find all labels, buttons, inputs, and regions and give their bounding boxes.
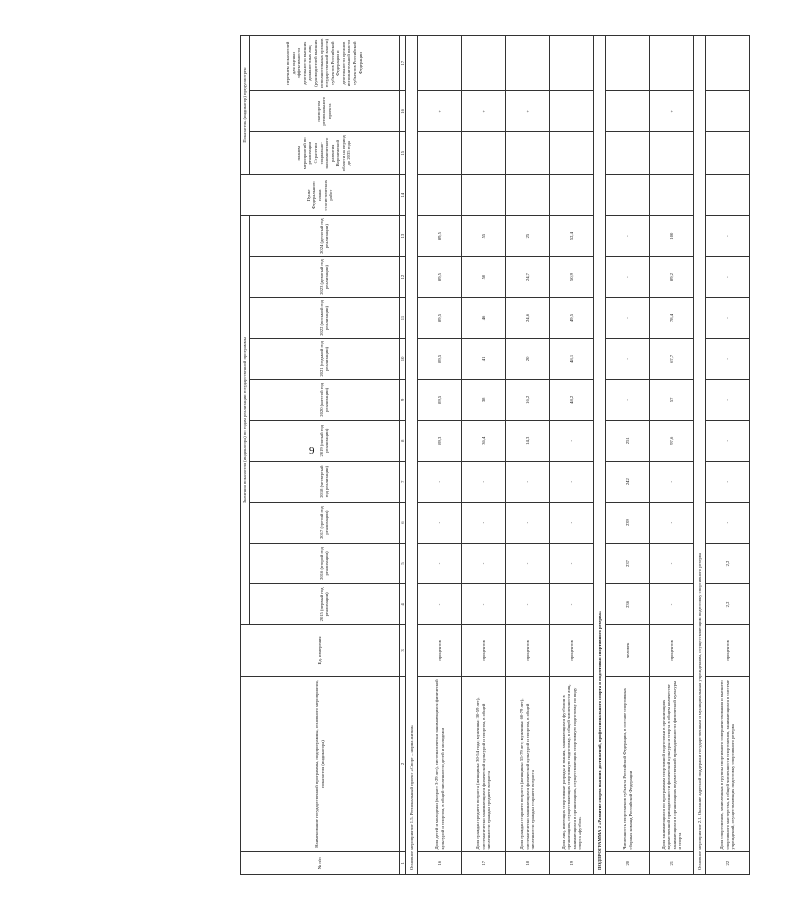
value-cell: - bbox=[706, 502, 750, 543]
value-cell: - bbox=[706, 298, 750, 339]
column-number: 6 bbox=[399, 502, 406, 543]
section-row bbox=[594, 36, 606, 875]
value-cell: 89,2 bbox=[650, 257, 694, 298]
header-year: 2021 (седьмой год реализации) bbox=[249, 338, 399, 379]
ind-plan-cell bbox=[650, 132, 694, 175]
value-cell: 38 bbox=[462, 379, 506, 420]
row-number: 19 bbox=[550, 852, 594, 875]
header-year: 2022 (восьмой год реализации) bbox=[249, 298, 399, 339]
column-number: 7 bbox=[399, 461, 406, 502]
unit-cell: процентов bbox=[506, 625, 550, 676]
unit-cell: процентов bbox=[418, 625, 462, 676]
header-year: 2016 (второй год реализации) bbox=[249, 543, 399, 584]
column-number: 11 bbox=[399, 298, 406, 339]
header-year: 2015 (первый год реализации) bbox=[249, 584, 399, 625]
value-cell: 2,2 bbox=[706, 584, 750, 625]
indicator-name: Доля граждан среднего возраста (женщины: 30-54 года; мужчины: 30-59 лет), систематически занимающихся физической культурой и спортом, в общей численности граждан среднего возраста bbox=[462, 676, 506, 852]
unit-cell: процентов bbox=[706, 625, 750, 676]
table-row bbox=[706, 36, 750, 875]
value-cell: 46 bbox=[462, 298, 506, 339]
ind-evaluation-cell bbox=[550, 36, 594, 91]
stat-work-cell bbox=[650, 175, 694, 216]
column-numbers-row bbox=[399, 36, 406, 875]
header-year: 2018 (четвертый год реализации) bbox=[249, 461, 399, 502]
value-cell: - bbox=[706, 461, 750, 502]
value-cell: - bbox=[606, 379, 650, 420]
value-cell: - bbox=[606, 216, 650, 257]
table-row bbox=[650, 36, 694, 875]
value-cell: 251 bbox=[606, 420, 650, 461]
ind-project-cell: + bbox=[506, 91, 550, 132]
table-row bbox=[462, 36, 506, 875]
header-year: 2019 (пятый год реализации) bbox=[249, 420, 399, 461]
ind-project-cell: + bbox=[418, 91, 462, 132]
value-cell: - bbox=[706, 216, 750, 257]
header-stat-work: Пункт Федерального плана статистических работ bbox=[241, 175, 400, 216]
ind-evaluation-cell bbox=[650, 36, 694, 91]
header-ind-evaluation: перечнем показателей для оценки эффективности деятельности высших должностных лиц (руководителей высших исполнительных органов государственной власти) субъектов Российской Федерации и деятельности органов исполнительной власти субъектов Российской Федерации bbox=[249, 36, 399, 91]
column-number: 3 bbox=[399, 625, 406, 676]
value-cell: - bbox=[650, 502, 694, 543]
value-cell: - bbox=[418, 461, 462, 502]
value-cell: 50,9 bbox=[550, 257, 594, 298]
header-ind-project: паспортом регионального проекта bbox=[249, 91, 399, 132]
section-row bbox=[694, 36, 706, 875]
stat-work-cell bbox=[418, 175, 462, 216]
value-cell: - bbox=[650, 461, 694, 502]
value-cell: - bbox=[462, 461, 506, 502]
value-cell: - bbox=[418, 584, 462, 625]
value-cell: - bbox=[418, 502, 462, 543]
stat-work-cell bbox=[706, 175, 750, 216]
value-cell: 52,4 bbox=[550, 216, 594, 257]
table-body bbox=[406, 36, 750, 875]
column-number: 5 bbox=[399, 543, 406, 584]
column-number: 4 bbox=[399, 584, 406, 625]
value-cell: 24,7 bbox=[506, 257, 550, 298]
row-number: 18 bbox=[506, 852, 550, 875]
unit-cell: процентов bbox=[650, 625, 694, 676]
row-number: 20 bbox=[606, 852, 650, 875]
column-number: 14 bbox=[399, 175, 406, 216]
table-row bbox=[418, 36, 462, 875]
table-row bbox=[606, 36, 650, 875]
value-cell: - bbox=[606, 257, 650, 298]
value-cell: - bbox=[706, 420, 750, 461]
value-cell: 16,2 bbox=[506, 379, 550, 420]
value-cell: 89,5 bbox=[418, 298, 462, 339]
ind-plan-cell bbox=[462, 132, 506, 175]
header-values-group: Значения показателя (индикатора) по годам реализации государственной программы bbox=[241, 216, 250, 625]
value-cell: 97,6 bbox=[650, 420, 694, 461]
column-number: 12 bbox=[399, 257, 406, 298]
column-number: 13 bbox=[399, 216, 406, 257]
header-indicator-group: Показатель (индикатор) предусмотрен bbox=[241, 36, 250, 175]
ind-project-cell bbox=[550, 91, 594, 132]
rotated-table-container bbox=[240, 35, 800, 875]
row-number: 16 bbox=[418, 852, 462, 875]
value-cell: - bbox=[550, 502, 594, 543]
ind-evaluation-cell bbox=[506, 36, 550, 91]
indicator-name: Численность спортсменов субъекта Российской Федерации, в составе спортивных сборных команд Российской Федерации bbox=[606, 676, 650, 852]
value-cell: - bbox=[462, 543, 506, 584]
value-cell: - bbox=[506, 502, 550, 543]
ind-project-cell bbox=[606, 91, 650, 132]
unit-cell: процентов bbox=[462, 625, 506, 676]
ind-plan-cell bbox=[706, 132, 750, 175]
header-unit: Ед. измерения bbox=[241, 625, 400, 676]
ind-plan-cell bbox=[418, 132, 462, 175]
value-cell: 50 bbox=[462, 257, 506, 298]
indicator-name: Доля спортсменов, зачисленных в группы спортивного совершенствования и высшего спортивного мастерства, в общей численности спортсменов, занимающихся в системе учреждений, осуществляющих подготовку спортивного резерва bbox=[706, 676, 750, 852]
ind-evaluation-cell bbox=[606, 36, 650, 91]
value-cell: 24,6 bbox=[506, 298, 550, 339]
value-cell: 89,5 bbox=[418, 338, 462, 379]
row-number: 22 bbox=[706, 852, 750, 875]
value-cell: 36,4 bbox=[462, 420, 506, 461]
ind-project-cell: + bbox=[650, 91, 694, 132]
value-cell: - bbox=[650, 543, 694, 584]
value-cell: 239 bbox=[606, 502, 650, 543]
value-cell: 89,5 bbox=[418, 257, 462, 298]
value-cell: 20 bbox=[506, 338, 550, 379]
value-cell: 237 bbox=[606, 543, 650, 584]
indicators-table bbox=[240, 35, 750, 875]
value-cell: - bbox=[506, 543, 550, 584]
value-cell: - bbox=[506, 461, 550, 502]
value-cell: 2,2 bbox=[706, 543, 750, 584]
value-cell: 89,5 bbox=[418, 379, 462, 420]
section-title: Основное мероприятие 2.1. Оказание адресной поддержки государственным и муниципальным учреждениям, осуществляющим подготовку спортивного резерва bbox=[694, 36, 706, 875]
value-cell: - bbox=[550, 543, 594, 584]
table-row bbox=[550, 36, 594, 875]
value-cell: 89,5 bbox=[418, 216, 462, 257]
unit-cell: человек bbox=[606, 625, 650, 676]
value-cell: 100 bbox=[650, 216, 694, 257]
value-cell: - bbox=[506, 584, 550, 625]
value-cell: - bbox=[650, 584, 694, 625]
column-number: 17 bbox=[399, 36, 406, 91]
column-number: 8 bbox=[399, 420, 406, 461]
column-number: 16 bbox=[399, 91, 406, 132]
value-cell: 78,4 bbox=[650, 298, 694, 339]
page-number: 9 bbox=[309, 445, 315, 457]
value-cell: - bbox=[550, 461, 594, 502]
stat-work-cell bbox=[462, 175, 506, 216]
ind-plan-cell bbox=[606, 132, 650, 175]
ind-plan-cell bbox=[506, 132, 550, 175]
value-cell: 55 bbox=[462, 216, 506, 257]
row-number: 17 bbox=[462, 852, 506, 875]
column-number: 10 bbox=[399, 338, 406, 379]
section-row bbox=[406, 36, 418, 875]
value-cell: - bbox=[462, 502, 506, 543]
value-cell: - bbox=[606, 338, 650, 379]
value-cell: - bbox=[550, 584, 594, 625]
value-cell: - bbox=[706, 379, 750, 420]
ind-evaluation-cell bbox=[418, 36, 462, 91]
column-number: 15 bbox=[399, 132, 406, 175]
value-cell: - bbox=[462, 584, 506, 625]
value-cell: 57 bbox=[650, 379, 694, 420]
value-cell: 25 bbox=[506, 216, 550, 257]
indicator-name: Доля граждан старшего возраста (женщины: 55-79 лет; мужчины: 60-79 лет), систематически занимающихся физической культурой и спортом, в общей численности граждан старшего возраста bbox=[506, 676, 550, 852]
value-cell: 242 bbox=[606, 461, 650, 502]
table-row bbox=[506, 36, 550, 875]
ind-evaluation-cell bbox=[462, 36, 506, 91]
value-cell: - bbox=[550, 420, 594, 461]
stat-work-cell bbox=[606, 175, 650, 216]
column-number: 2 bbox=[399, 676, 406, 852]
stat-work-cell bbox=[506, 175, 550, 216]
header-num: № п/п bbox=[241, 852, 400, 875]
header-year: 2024 (десятый год реализации) bbox=[249, 216, 399, 257]
value-cell: - bbox=[606, 298, 650, 339]
value-cell: 236 bbox=[606, 584, 650, 625]
value-cell: - bbox=[418, 543, 462, 584]
ind-project-cell bbox=[706, 91, 750, 132]
header-year: 2023 (девятый год реализации) bbox=[249, 257, 399, 298]
header-year: 2020 (шестой год реализации) bbox=[249, 379, 399, 420]
row-number: 21 bbox=[650, 852, 694, 875]
header-ind-plan: планом мероприятий по реализации Стратегии социально-экономического развития Воронежской области на период до 2035 года bbox=[249, 132, 399, 175]
indicator-name: Доля детей и молодежи (возраст 3-29 лет), систематически занимающихся физической культурой и спортом, в общей численности детей и молодежи bbox=[418, 676, 462, 852]
value-cell: 67,7 bbox=[650, 338, 694, 379]
value-cell: 48,2 bbox=[550, 379, 594, 420]
value-cell: 41 bbox=[462, 338, 506, 379]
header-year: 2017 (третий год реализации) bbox=[249, 502, 399, 543]
ind-project-cell: + bbox=[462, 91, 506, 132]
value-cell: - bbox=[706, 257, 750, 298]
indicator-name: Доля занимающихся по программам спортивной подготовки в организациях ведомственной принадлежности физической культуры и спорта в общем количестве занимающихся в организациях ведомственной принадлежности физической культуры и спорта bbox=[650, 676, 694, 852]
header-name: Наименование государственной программы, подпрограммы, основного мероприятия, показателя (индикатора) bbox=[241, 676, 400, 852]
column-number: 9 bbox=[399, 379, 406, 420]
stat-work-cell bbox=[550, 175, 594, 216]
indicator-name: Доля лиц, имеющих спортивные разряды и звания, занимающихся футболом в организациях, осуществляющих спортивную подготовку, в общей численности лиц, занимающихся в организациях, осуществляющих спортивную подготовку по виду спорта «футбол» bbox=[550, 676, 594, 852]
value-cell: 14,3 bbox=[506, 420, 550, 461]
value-cell: 48,1 bbox=[550, 338, 594, 379]
section-title: Основное мероприятие 1.5. Региональный проект «Спорт – норма жизни» bbox=[406, 36, 418, 875]
value-cell: 49,5 bbox=[550, 298, 594, 339]
value-cell: - bbox=[706, 338, 750, 379]
section-title: ПОДПРОГРАММА 2 «Развитие спорта высших достижений, профессионального спорта и подготовки спортивного резерва» bbox=[594, 36, 606, 875]
ind-evaluation-cell bbox=[706, 36, 750, 91]
unit-cell: процентов bbox=[550, 625, 594, 676]
ind-plan-cell bbox=[550, 132, 594, 175]
value-cell: 89,3 bbox=[418, 420, 462, 461]
column-number: 1 bbox=[399, 852, 406, 875]
